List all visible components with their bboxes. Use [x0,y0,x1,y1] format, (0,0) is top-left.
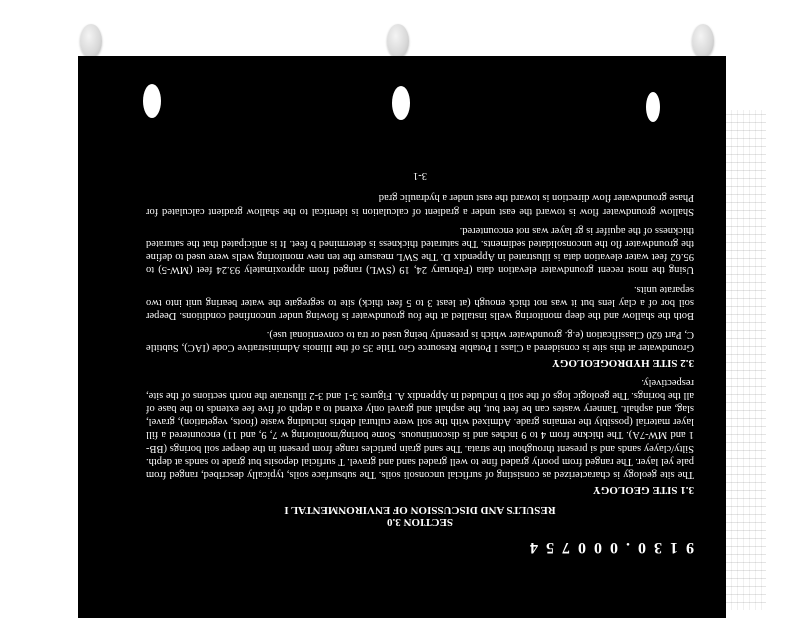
rotated-document-text [140,80,700,560]
paragraph-site-geology: The site geology is characterized as consisting of surficial unconsoli soils. The subsurface soils, typically described, ranged from pale yel layer. The ranged from poorly graded fine to well graded sand and gravel. T surficial deposits but grade to sands at depth. Silty/clayey sands and si present throughout the strata. The sand grain particles range from present in the deeper soil borings (BB-1 and MW-7A). The thickne from 4 to 9 inches and is discontinuous. Some boring/monitoring w 7, 9, and 11) encountered a fill layer material (possibly the remains grade. Admixed with the soil were cultural debris including waste (foots, vegetation), gravel, slag, and asphalt. Tannery wastes can be feet but, the asphalt and gravel only extend to a depth of five fee extends to the base of all the borings. The geologic logs of the soil b included in Appendix A. Figures 3-1 and 3-2 illustrate the north sections of the site, respectively. [146,376,694,480]
scan-edge-noise [726,110,766,610]
heading-site-geology: 3.1 SITE GEOLOGY [592,484,694,496]
section-title: RESULTS AND DISCUSSION OF ENVIRONMENTAL I [284,504,556,516]
heading-site-hydrogeology: 3.2 SITE HYDROGEOLOGY [551,357,694,370]
document-number: 9 1 3 0 . 0 0 0 7 5 4 [528,539,694,556]
paragraph-groundwater-flow: Shallow groundwater flow is toward the east under a gradient of calculation is identical to the shallow gradient calculated for Phase groundwater flow direction is toward the east under a hydraulic grad [146,192,694,217]
section-number: SECTION 3.0 [386,516,454,528]
paragraph-groundwater-elevation: Using the most recent groundwater elevation data (February 24, 19 (SWL) ranged from approximately 93.24 feet (MW-5) to 95.62 feet water elevation data is illustrated in Appendix D. The SWL measure the ten new monitoring wells were used to define the groundwater flo the unconsolidated sediments. The saturated thickness is determined b feet. It is anticipated that the saturated thickness of the aquifer is gr layer was not encountered. [146,224,694,276]
paragraph-groundwater-class: Groundwater at this site is considered a Class I Potable Resource Gro Title 35 of the Illinois Administrative Code (IAC), Subtitle C, Part 620 Classification (e.g. groundwater which is presently being used or tra to conventional use). [146,329,694,354]
paragraph-monitoring-wells: Both the shallow and the deep monitoring wells installed at the fou groundwater is flowing under unconfined conditions. Deeper soil bor of a clay lens but it was not thick enough (at least 3 to 5 feet thick) site to segregate the water bearing unit into two separate units. [146,283,694,321]
binder-hole-left [80,24,102,58]
page-number: 3-1 [413,170,427,182]
binder-hole-middle [387,24,409,58]
binder-hole-right [692,24,714,58]
